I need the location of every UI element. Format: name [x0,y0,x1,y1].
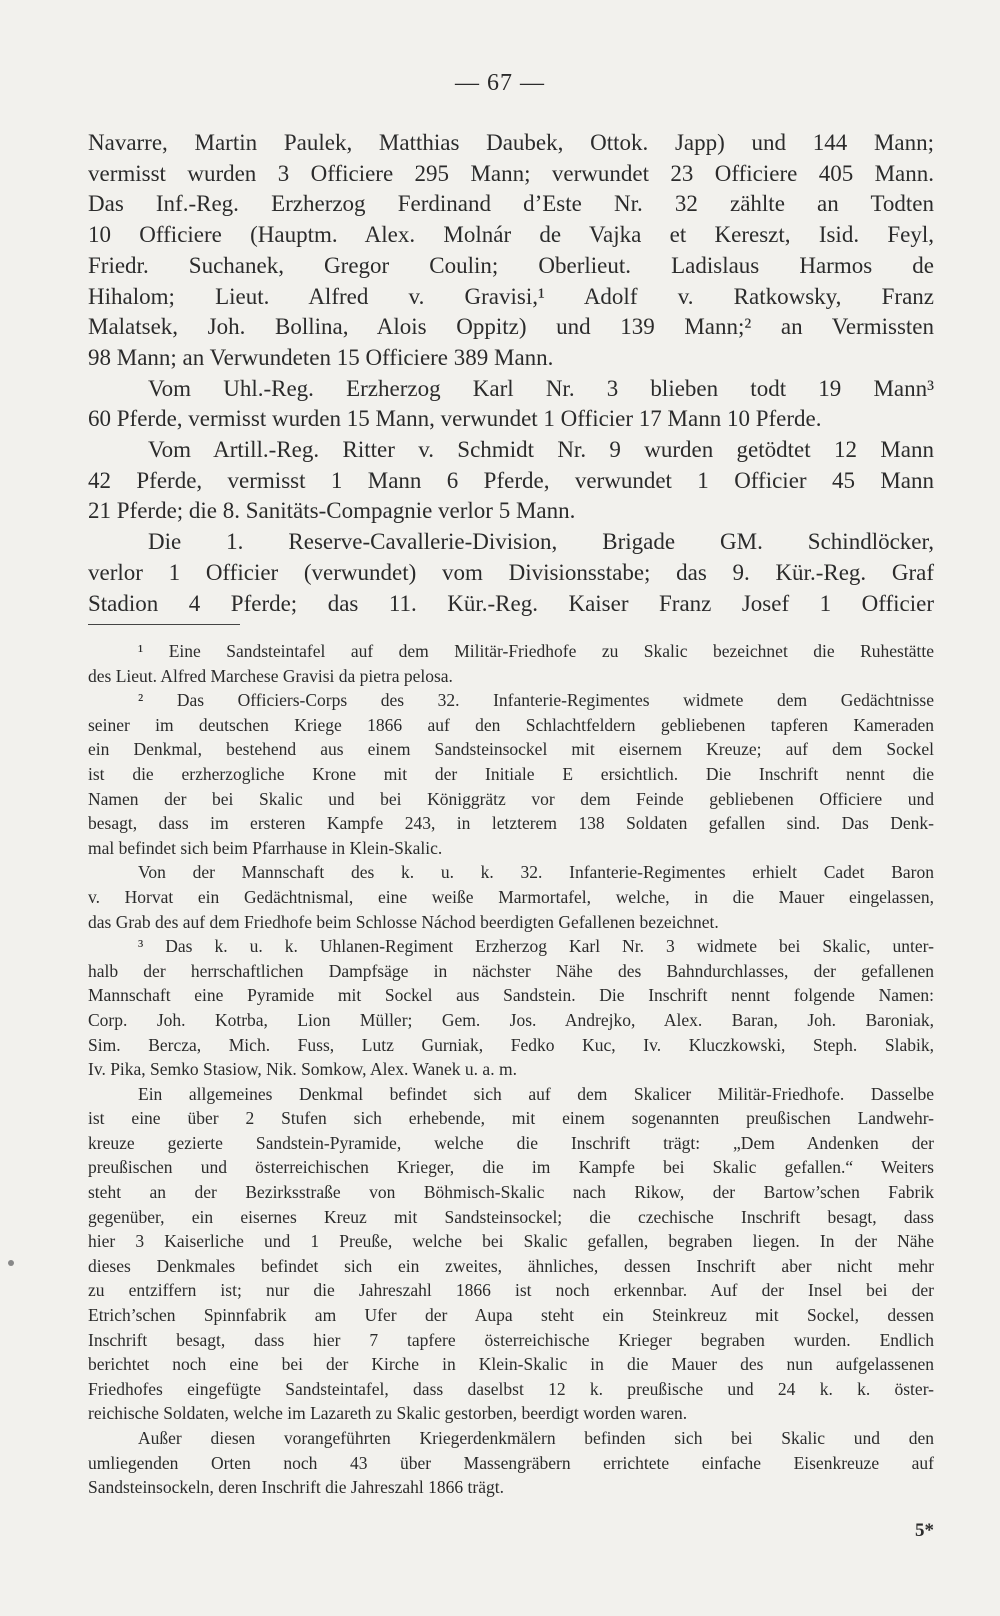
footnote-line: Sandsteinsockeln, deren Inschrift die Jahreszahl 1866 trägt. [88,1477,504,1498]
footnote-line: Friedhofes eingefügte Sandsteintafel, dass daselbst 12 k. preußische und 24 k. k. öster- [88,1378,934,1399]
footnote-line: preußischen und österreichischen Krieger, die im Kampfe bei Skalic gefallen.“ Weiters [88,1157,934,1178]
footnote-line: umliegenden Orten noch 43 über Massengräbern errichtete einfache Eisenkreuze auf [88,1452,934,1473]
main-text-line: Stadion 4 Pferde; das 11. Kür.-Reg. Kaiser Franz Josef 1 Officier [88,590,934,616]
main-text-line: Hihalom; Lieut. Alfred v. Gravisi,¹ Adolf v. Ratkowsky, Franz [88,283,934,309]
footnote-line: kreuze gezierte Sandstein-Pyramide, welche die Inschrift trägt: „Dem Andenken der [88,1132,934,1153]
footnote-line: ¹ Eine Sandsteintafel auf dem Militär-Friedhofe zu Skalic bezeichnet die Ruhestätte [138,641,934,661]
footnote-line: v. Horvat ein Gedächtnismal, eine weiße Marmortafel, welche, in die Mauer eingelassen, [88,886,934,907]
footnote-line: berichtet noch eine bei der Kirche in Klein-Skalic in die Mauer des nun aufgelassenen [88,1354,934,1375]
footnote-line: Inschrift besagt, dass hier 7 tapfere österreichische Krieger begraben wurden. Endlich [88,1329,934,1350]
page-number: — 67 — [455,70,545,96]
footnotes [88,639,934,1500]
footnote-line: besagt, dass im ersteren Kampfe 243, in letzterem 138 Soldaten gefallen sind. Das Denk- [88,813,934,834]
footnote-line: Von der Mannschaft des k. u. k. 32. Infanterie-Regimentes erhielt Cadet Baron [138,862,934,883]
margin-speck [8,1260,14,1266]
footnote-line: steht an der Bezirksstraße von Böhmisch-Skalic nach Rikow, der Bartow’schen Fabrik [88,1182,934,1203]
footnote-line: ist die erzherzogliche Krone mit der Initiale E ersichtlich. Die Inschrift nennt die [88,763,934,784]
footnote-rule [88,624,240,625]
footnote-line: reichische Soldaten, welche im Lazareth zu Skalic gestorben, beerdigt worden waren. [88,1403,688,1424]
main-text [88,128,934,619]
footnote-line: Sim. Bercza, Mich. Fuss, Lutz Gurniak, Fedko Kuc, Iv. Kluczkowski, Steph. Slabik, [88,1034,934,1055]
main-text-line: Friedr. Suchanek, Gregor Coulin; Oberlieut. Ladislaus Harmos de [88,252,934,278]
footnote-line: Mannschaft eine Pyramide mit Sockel aus Sandstein. Die Inschrift nennt folgende Namen: [88,985,934,1006]
footnote-line: dieses Denkmales befindet sich ein zweites, ähnliches, dessen Inschrift aber nicht mehr [88,1255,934,1276]
main-text-line: Vom Artill.-Reg. Ritter v. Schmidt Nr. 9 wurden getödtet 12 Mann [148,437,934,463]
main-text-line: Malatsek, Joh. Bollina, Alois Oppitz) und 139 Mann;² an Vermissten [88,314,934,340]
footnote-line: halb der herrschaftlichen Dampfsäge in nächster Nähe des Bahndurchlasses, der gefallenen [88,960,934,981]
signature-mark: 5* [915,1520,934,1541]
main-text-line: Das Inf.-Reg. Erzherzog Ferdinand d’Este Nr. 32 zählte an Todten [88,191,934,217]
footnote-line: hier 3 Kaiserliche und 1 Preuße, welche bei Skalic gefallen, begraben liegen. In der Nähe [88,1231,934,1252]
footnote-line: des Lieut. Alfred Marchese Gravisi da pietra pelosa. [88,665,453,686]
footnote-line: ² Das Officiers-Corps des 32. Infanterie-Regimentes widmete dem Gedächtnisse [138,690,934,711]
footnote-line: seiner im deutschen Kriege 1866 auf den Schlachtfeldern gebliebenen tapferen Kameraden [88,714,934,735]
main-text-line: Vom Uhl.-Reg. Erzherzog Karl Nr. 3 blieben todt 19 Mann³ [148,375,934,401]
main-text-line: 98 Mann; an Verwundeten 15 Officiere 389 Mann. [88,344,554,370]
footnote-line: ³ Das k. u. k. Uhlanen-Regiment Erzherzog Karl Nr. 3 widmete bei Skalic, unter- [138,936,934,957]
footnote-line: zu entziffern ist; nur die Jahreszahl 1866 ist noch erkennbar. Auf der Insel bei der [88,1280,934,1301]
footnote-line: Ein allgemeines Denkmal befindet sich auf dem Skalicer Militär-Friedhofe. Dasselbe [138,1083,934,1104]
footnote-line: Außer diesen vorangeführten Kriegerdenkmälern befinden sich bei Skalic und den [138,1428,934,1448]
footnote-line: das Grab des auf dem Friedhofe beim Schlosse Náchod beerdigten Gefallenen bezeichnet. [88,911,719,932]
main-text-line: verlor 1 Officier (verwundet) vom Divisionsstabe; das 9. Kür.-Reg. Graf [88,559,934,585]
main-text-line: 10 Officiere (Hauptm. Alex. Molnár de Vajka et Kereszt, Isid. Feyl, [88,222,934,248]
main-text-line: Die 1. Reserve-Cavallerie-Division, Brigade GM. Schindlöcker, [148,529,934,555]
main-text-line: Navarre, Martin Paulek, Matthias Daubek, Ottok. Japp) und 144 Mann; [88,130,934,155]
main-text-line: 21 Pferde; die 8. Sanitäts-Compagnie verlor 5 Mann. [88,498,576,524]
footnote-line: ist eine über 2 Stufen sich erhebende, mit einem sogenannten preußischen Landwehr- [88,1108,934,1129]
main-text-line: 60 Pferde, vermisst wurden 15 Mann, verwundet 1 Officier 17 Mann 10 Pferde. [88,406,822,432]
footnote-line: ein Denkmal, bestehend aus einem Sandsteinsockel mit eisernem Kreuze; auf dem Sockel [88,739,934,760]
footnote-line: mal befindet sich beim Pfarrhause in Klein-Skalic. [88,837,443,858]
footnote-line: gegenüber, ein eisernes Kreuz mit Sandsteinsockel; die czechische Inschrift besagt, dass [88,1206,934,1227]
footnote-line: Etrich’schen Spinnfabrik am Ufer der Aupa steht ein Steinkreuz mit Sockel, dessen [88,1305,934,1326]
main-text-line: vermisst wurden 3 Officiere 295 Mann; verwundet 23 Officiere 405 Mann. [88,160,934,186]
footnote-line: Iv. Pika, Semko Stasiow, Nik. Somkow, Alex. Wanek u. a. m. [88,1059,517,1080]
main-text-line: 42 Pferde, vermisst 1 Mann 6 Pferde, verwundet 1 Officier 45 Mann [88,467,934,493]
footnote-line: Namen der bei Skalic und bei Königgrätz vor dem Feinde gebliebenen Officiere und [88,788,934,809]
footnote-line: Corp. Joh. Kotrba, Lion Müller; Gem. Jos. Andrejko, Alex. Baran, Joh. Baroniak, [88,1009,934,1030]
